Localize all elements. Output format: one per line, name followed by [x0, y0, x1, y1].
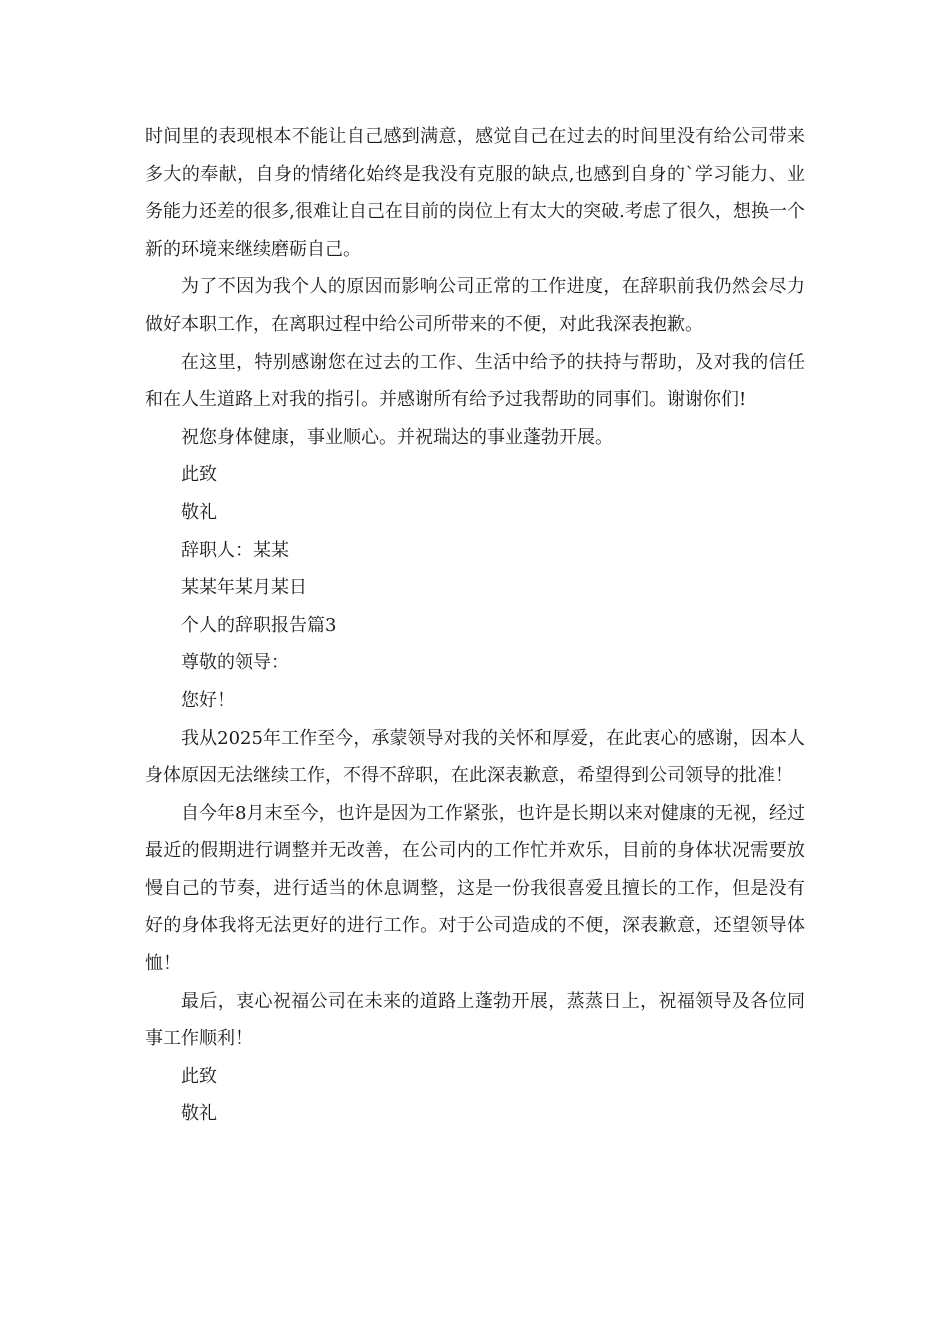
paragraph-intro: 我从2025年工作至今，承蒙领导对我的关怀和厚爱，在此衷心的感谢，因本人身体原因无法继续工作，不得不辞职，在此深表歉意，希望得到公司领导的批准！ — [145, 727, 805, 787]
closing-cizhi: 此致 — [181, 464, 217, 486]
document-page — [145, 118, 805, 1133]
paragraph-health-reason: 自今年8月末至今，也许是因为工作紧张，也许是长期以来对健康的无视，经过最近的假期进行调整并无改善，在公司内的工作忙并欢乐，目前的身体状况需要放慢自己的节奏，进行适当的休息调整，这是一份我很喜爱且擅长的工作，但是没有好的身体我将无法更好的进行工作。对于公司造成的不便，深表歉意，还望领导体恤！ — [145, 802, 805, 975]
paragraph-wishes: 祝您身体健康，事业顺心。并祝瑞达的事业蓬勃开展。 — [181, 426, 613, 448]
greeting: 您好！ — [181, 689, 235, 711]
salutation: 尊敬的领导： — [181, 652, 289, 674]
paragraph-thanks: 在这里，特别感谢您在过去的工作、生活中给予的扶持与帮助，及对我的信任和在人生道路上对我的指引。并感谢所有给予过我帮助的同事们。谢谢你们! — [145, 351, 805, 411]
closing-jingli-2: 敬礼 — [181, 1103, 217, 1125]
closing-cizhi-2: 此致 — [181, 1065, 217, 1087]
paragraph-work-handover: 为了不因为我个人的原因而影响公司正常的工作进度，在辞职前我仍然会尽力做好本职工作，在离职过程中给公司所带来的不便，对此我深表抱歉。 — [145, 276, 805, 335]
closing-jingli: 敬礼 — [181, 501, 217, 523]
section-heading: 个人的辞职报告篇3 — [181, 614, 337, 636]
paragraph-resignation-reason: 时间里的表现根本不能让自己感到满意，感觉自己在过去的时间里没有给公司带来多大的奉献，自身的情绪化始终是我没有克服的缺点,也感到自身的`学习能力、业务能力还差的很多,很难让自己在目前的岗位上有太大的突破.考虑了很久，想换一个新的环境来继续磨砺自己。 — [145, 126, 805, 260]
signature-name: 辞职人：某某 — [181, 539, 289, 561]
paragraph-final-wishes: 最后，衷心祝福公司在未来的道路上蓬勃开展，蒸蒸日上，祝福领导及各位同事工作顺利！ — [145, 990, 805, 1050]
signature-date: 某某年某月某日 — [181, 577, 307, 599]
